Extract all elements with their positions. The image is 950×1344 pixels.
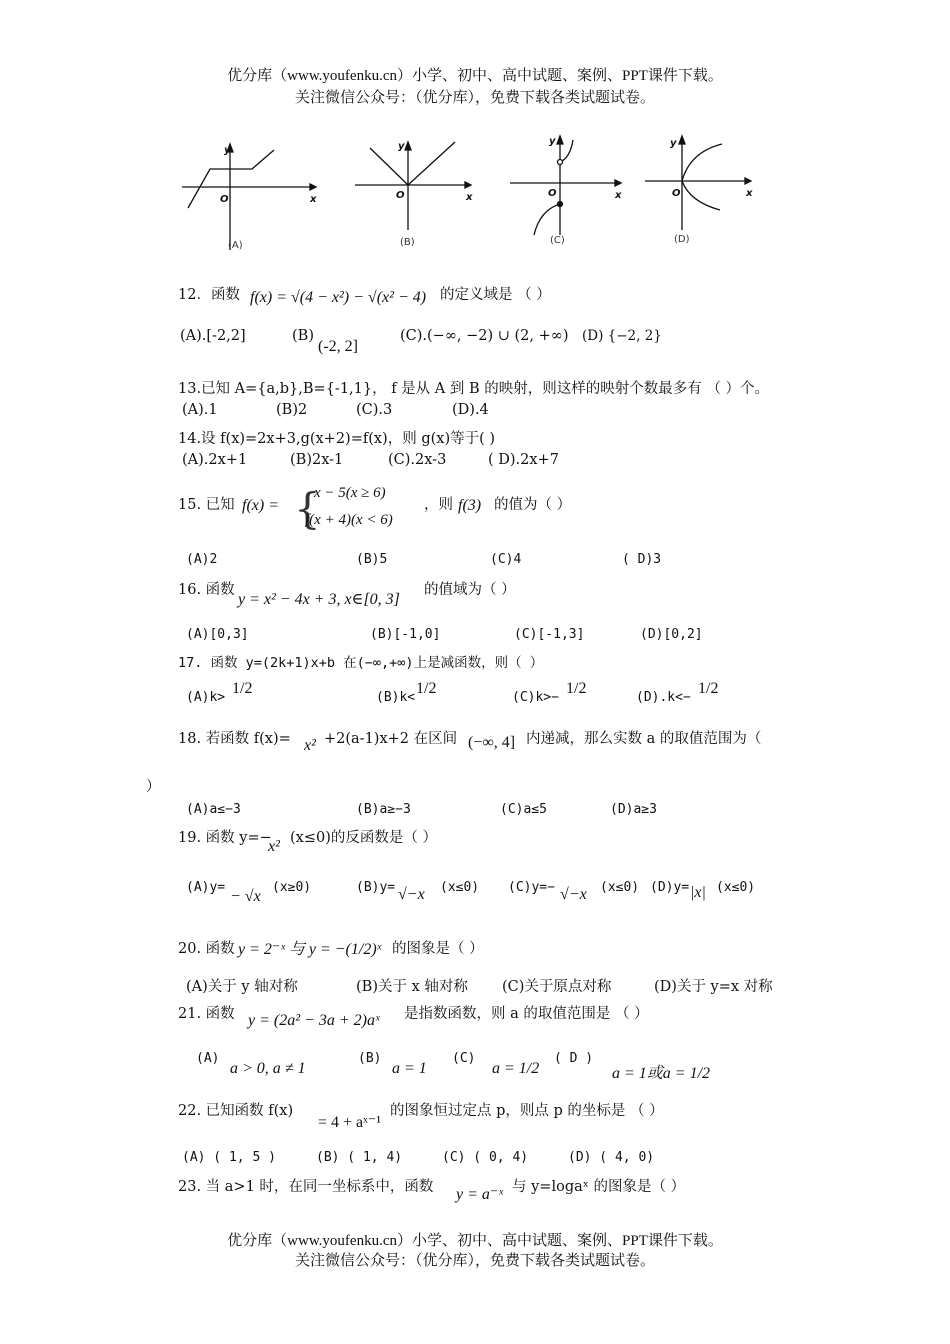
svg-text:(C): (C) <box>550 235 565 246</box>
svg-text:(A): (A) <box>228 240 243 251</box>
q21-option-b: (B) <box>358 1051 382 1066</box>
q16-option-c: (C)[-1,3] <box>514 627 585 642</box>
svg-text:(D): (D) <box>674 234 690 245</box>
graph-d <box>645 136 751 230</box>
q15-suffix: 的值为（ ） <box>494 497 572 513</box>
svg-text:O: O <box>396 190 405 201</box>
svg-text:x: x <box>466 192 473 203</box>
graph-c <box>510 136 621 235</box>
q19-option-a-cond: (x≥0) <box>272 880 312 895</box>
q19-prefix: 19. 函数 y=− <box>178 830 272 846</box>
svg-text:y: y <box>670 138 677 149</box>
q17-frac-d: 1/2 <box>698 680 719 697</box>
q21-option-a: (A) <box>196 1051 220 1066</box>
q19-suffix: (x≤0)的反函数是（ ） <box>290 830 437 846</box>
q15-fx: f(x) = <box>242 497 279 514</box>
function-graphs <box>170 130 770 255</box>
q12-option-c: (C).(−∞, −2) ∪ (2, +∞) <box>400 328 569 344</box>
q19-option-c-cond: (x≤0) <box>600 880 640 895</box>
q15-option-c: (C)4 <box>490 552 522 567</box>
q15-option-a: (A)2 <box>186 552 218 567</box>
q16-suffix: 的值域为（ ） <box>424 582 516 598</box>
svg-text:y: y <box>398 141 405 152</box>
q18-interval: (−∞, 4] <box>468 734 516 751</box>
q22-formula: = 4 + aˣ⁻¹ <box>318 1114 382 1131</box>
q22-option-b: (B) ( 1, 4) <box>316 1150 403 1165</box>
q21-formula: y = (2a² − 3a + 2)aˣ <box>248 1012 380 1029</box>
q19-x2: x² <box>268 838 280 855</box>
svg-text:x: x <box>746 188 753 199</box>
q22-suffix: 的图象恒过定点 p，则点 p 的坐标是 （ ） <box>390 1103 664 1119</box>
q12-suffix: 的定义域是 （ ） <box>440 287 551 303</box>
q18-option-a: (A)a≤−3 <box>186 802 241 817</box>
q18-option-c: (C)a≤5 <box>500 802 547 817</box>
q19-option-d-expr: |x| <box>690 884 706 901</box>
q15-prefix: 15. 已知 <box>178 497 235 513</box>
svg-text:x: x <box>310 194 317 205</box>
q21-prefix: 21. 函数 <box>178 1006 235 1022</box>
svg-text:O: O <box>672 188 681 199</box>
q18-x2: x² <box>304 737 316 754</box>
q12-option-a: (A).[-2,2] <box>180 328 246 344</box>
q21-option-c: (C) <box>452 1051 476 1066</box>
q22-option-c: (C) ( 0, 4) <box>442 1150 529 1165</box>
svg-text:y: y <box>549 136 556 147</box>
q17-frac-c: 1/2 <box>566 680 587 697</box>
header-line-1: 优分库（www.youfenku.cn）小学、初中、高中试题、案例、PPT课件下载。 <box>227 68 723 84</box>
q14-option-c: (C).2x-3 <box>388 452 447 468</box>
q21-option-d-expr: a = 1或a = 1/2 <box>612 1065 711 1082</box>
footer-line-1: 优分库（www.youfenku.cn）小学、初中、高中试题、案例、PPT课件下载。 <box>227 1233 723 1249</box>
q19-option-c-expr: √−x <box>560 886 587 903</box>
q13-option-a: (A).1 <box>182 402 218 418</box>
q20-formula: y = 2⁻ˣ 与 y = −(1/2)ˣ <box>238 941 382 958</box>
header-line-2: 关注微信公众号：（优分库），免费下载各类试题试卷。 <box>294 90 655 106</box>
q23-formula: y = a⁻ˣ <box>456 1186 503 1203</box>
q19-option-a: (A)y= <box>186 880 226 895</box>
q19-option-a-expr: − √x <box>230 888 261 905</box>
q18-option-d: (D)a≥3 <box>610 802 657 817</box>
q12-option-b: (-2, 2] <box>318 338 358 355</box>
q14-option-b: (B)2x-1 <box>290 452 344 468</box>
q17-option-b: (B)k< <box>376 690 416 705</box>
q14-option-a: (A).2x+1 <box>182 452 248 468</box>
graph-a <box>182 144 316 250</box>
q21-option-d: ( D ) <box>554 1051 594 1066</box>
svg-text:x: x <box>615 190 622 201</box>
q22-prefix: 22. 已知函数 f(x) <box>178 1103 294 1119</box>
q18-close: ） <box>146 779 161 795</box>
footer-line-2: 关注微信公众号：（优分库），免费下载各类试题试卷。 <box>294 1253 655 1269</box>
q21-suffix: 是指数函数，则 a 的取值范围是 （ ） <box>404 1006 649 1022</box>
q14-text: 14.设 f(x)=2x+3,g(x+2)=f(x)，则 g(x)等于( ) <box>178 431 496 447</box>
q23-suffix: 与 y=logaˣ 的图象是（ ） <box>512 1179 686 1195</box>
q16-option-d: (D)[0,2] <box>640 627 703 642</box>
q17-option-a: (A)k> <box>186 690 226 705</box>
q12-prefix: 12．函数 <box>178 287 240 303</box>
q20-suffix: 的图象是（ ） <box>392 941 484 957</box>
q16-prefix: 16. 函数 <box>178 582 235 598</box>
q15-option-b: (B)5 <box>356 552 388 567</box>
q18-prefix: 18. 若函数 f(x)= <box>178 731 291 747</box>
q16-option-a: (A)[0,3] <box>186 627 249 642</box>
brace: { <box>294 484 321 533</box>
q13-text: 13.已知 A={a,b},B={-1,1}， f 是从 A 到 B 的映射，则这样的映射个数最多有 （ ）个。 <box>178 381 769 397</box>
q17-frac-a: 1/2 <box>232 680 253 697</box>
q16-option-b: (B)[-1,0] <box>370 627 441 642</box>
q19-option-d: (D)y= <box>650 880 690 895</box>
q18-option-b: (B)a≥−3 <box>356 802 411 817</box>
q19-option-b: (B)y= <box>356 880 396 895</box>
q18-mid: +2(a-1)x+2 在区间 <box>324 731 458 747</box>
graph-b <box>355 142 471 230</box>
q18-suffix: 内递减，那么实数 a 的取值范围为（ <box>526 731 762 747</box>
q19-option-c: (C)y=− <box>508 880 555 895</box>
q14-option-d: ( D).2x+7 <box>488 452 559 468</box>
q17-frac-b: 1/2 <box>416 680 437 697</box>
q16-formula: y = x² − 4x + 3, x∈[0, 3] <box>238 591 400 608</box>
q15-case1: x − 5(x ≥ 6) <box>314 485 386 501</box>
q21-option-a-expr: a > 0, a ≠ 1 <box>230 1060 306 1077</box>
q17-option-d: (D).k<− <box>636 690 691 705</box>
q20-option-c: (C)关于原点对称 <box>502 979 612 995</box>
q13-option-d: (D).4 <box>452 402 489 418</box>
q12-option-d: (D) {−2, 2} <box>582 328 662 344</box>
q12-formula: f(x) = √(4 − x²) − √(x² − 4) <box>250 289 427 306</box>
q21-option-b-expr: a = 1 <box>392 1060 427 1077</box>
svg-text:O: O <box>548 188 557 199</box>
q13-option-b: (B)2 <box>276 402 308 418</box>
q22-option-d: (D) ( 4, 0) <box>568 1150 655 1165</box>
q12-option-b-label: (B) <box>292 328 314 344</box>
q19-option-b-cond: (x≤0) <box>440 880 480 895</box>
q20-option-a: (A)关于 y 轴对称 <box>186 979 298 995</box>
q15-f3: f(3) <box>458 497 482 514</box>
q22-option-a: (A) ( 1, 5 ) <box>182 1150 276 1165</box>
q15-mid: ，则 <box>424 497 453 513</box>
svg-text:(B): (B) <box>400 237 415 248</box>
q19-option-d-cond: (x≤0) <box>716 880 756 895</box>
svg-text:y: y <box>224 145 231 156</box>
q15-option-d: ( D)3 <box>622 552 662 567</box>
q13-option-c: (C).3 <box>356 402 393 418</box>
q20-option-b: (B)关于 x 轴对称 <box>356 979 468 995</box>
q20-prefix: 20. 函数 <box>178 941 235 957</box>
q19-option-b-expr: √−x <box>398 886 425 903</box>
q23-prefix: 23. 当 a>1 时，在同一坐标系中，函数 <box>178 1179 434 1195</box>
q17-text: 17. 函数 y=(2k+1)x+b 在(−∞,+∞)上是减函数，则（ ） <box>178 655 544 671</box>
q15-case2: f(x + 4)(x < 6) <box>305 512 393 528</box>
svg-text:O: O <box>220 194 229 205</box>
q17-option-c: (C)k>− <box>512 690 559 705</box>
q21-option-c-expr: a = 1/2 <box>492 1060 540 1077</box>
q20-option-d: (D)关于 y=x 对称 <box>654 979 773 995</box>
